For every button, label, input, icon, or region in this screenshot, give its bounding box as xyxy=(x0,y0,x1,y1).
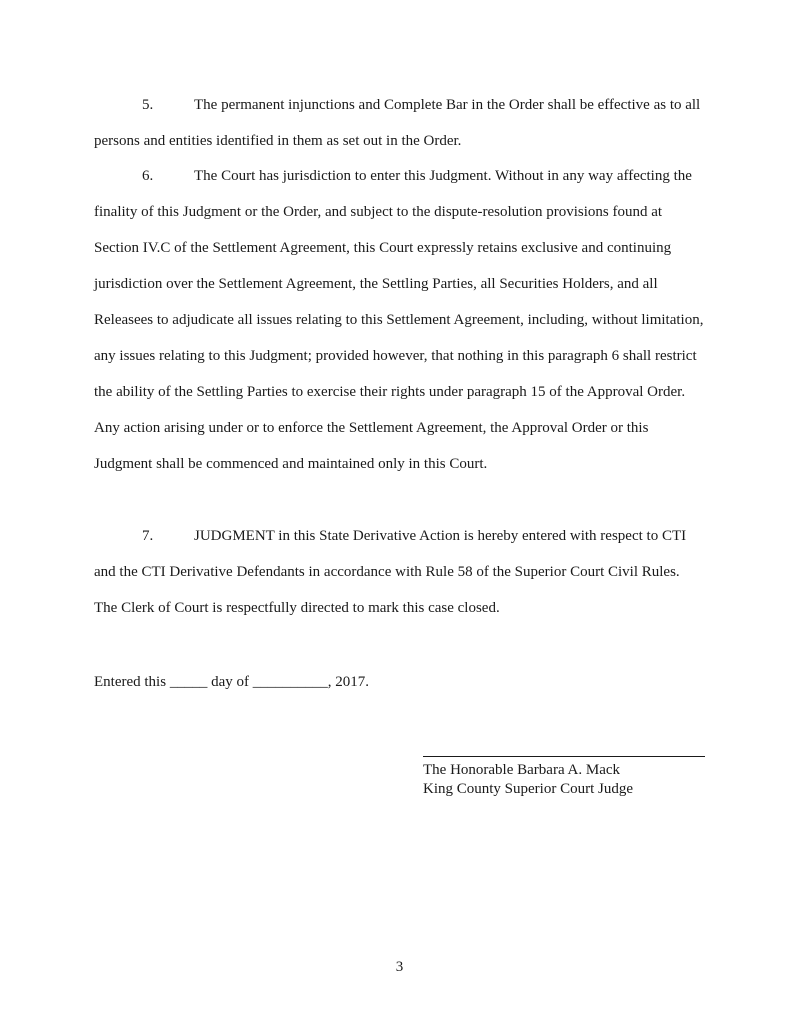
paragraph-5-number: 5. xyxy=(142,97,154,113)
paragraph-6-number: 6. xyxy=(142,168,154,184)
paragraph-5-text: The permanent injunctions and Complete Bar in the Order shall be effective as to all persons and entities identified in them as set out in the Order. xyxy=(94,97,701,149)
paragraph-5 xyxy=(94,87,706,159)
judge-name: The Honorable Barbara A. Mack xyxy=(423,762,621,778)
page-number: 3 xyxy=(395,959,404,975)
paragraph-7-number: 7. xyxy=(142,528,154,544)
signature-line xyxy=(423,756,705,757)
entered-date-line: Entered this _____ day of __________, 2017. xyxy=(94,674,369,690)
signature-block xyxy=(423,761,633,799)
judge-title: King County Superior Court Judge xyxy=(423,781,633,797)
paragraph-6 xyxy=(94,158,706,482)
paragraph-7-text: JUDGMENT in this State Derivative Action is hereby entered with respect to CTI and the CTI Derivative Defendants in accordance with Rule 58 of the Superior Court Civil Rules. The Clerk of Court is respectfully directed to mark this case closed. xyxy=(94,528,687,616)
paragraph-7 xyxy=(94,518,706,626)
paragraph-6-text: The Court has jurisdiction to enter this Judgment. Without in any way affecting the finality of this Judgment or the Order, and subject to the dispute-resolution provisions found at Section IV.C of the Settlement Agreement, this Court expressly retains exclusive and continuing jurisdiction over the Settlement Agreement, the Settling Parties, all Securities Holders, and all Releasees to adjudicate all issues relating to this Settlement Agreement, including, without limitation, any issues relating to this Judgment; provided however, that nothing in this paragraph 6 shall restrict the ability of the Settling Parties to exercise their rights under paragraph 15 of the Approval Order. Any action arising under or to enforce the Settlement Agreement, the Approval Order or this Judgment shall be commenced and maintained only in this Court. xyxy=(94,168,704,472)
